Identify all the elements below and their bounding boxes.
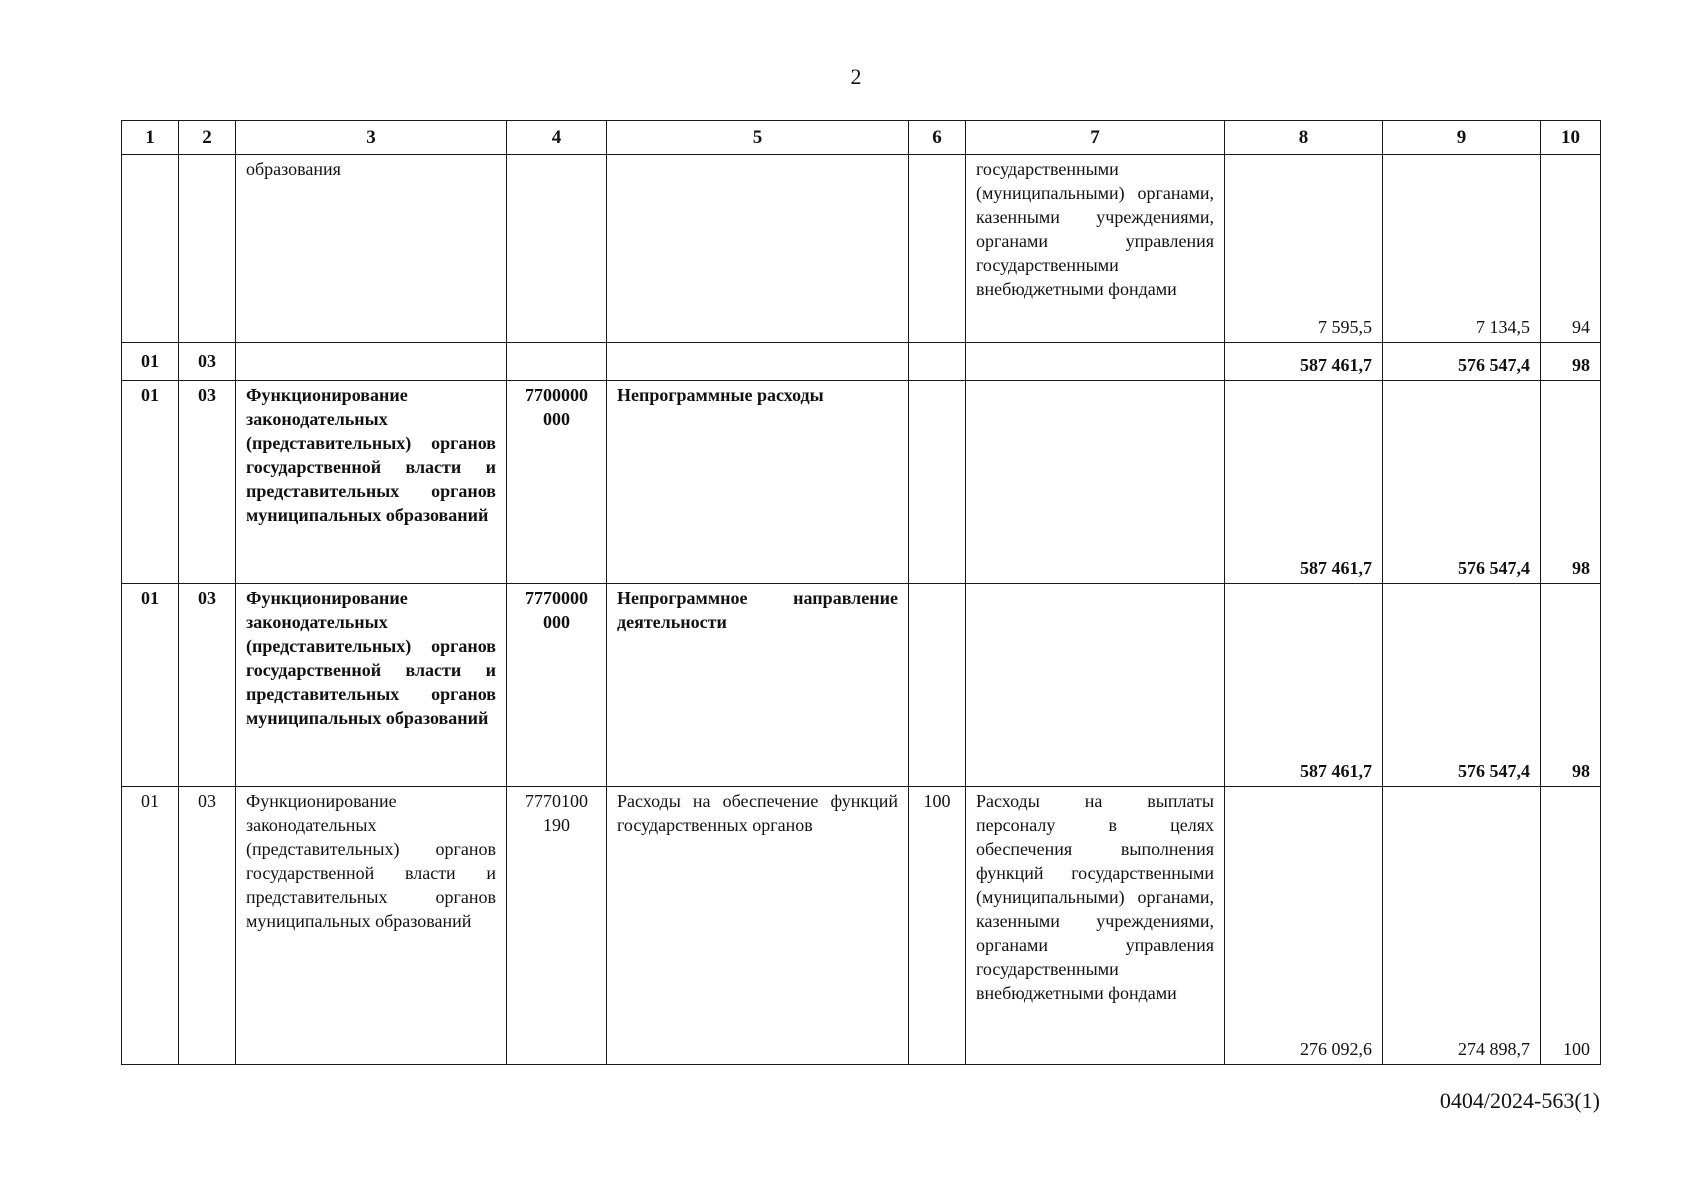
executed-amount: 576 547,4 <box>1383 381 1541 584</box>
document-code: 0404/2024-563(1) <box>1439 1088 1600 1113</box>
budget-table <box>121 120 1601 1065</box>
expense-type-code <box>909 155 966 343</box>
expense-type-code <box>909 584 966 787</box>
subsection-code: 03 <box>179 343 236 381</box>
target-article-name <box>607 155 909 343</box>
section-name: Функционирование законодательных (представительных) органов государственной власти и представительных органов муниципальных образований <box>236 381 507 584</box>
expense-type-name <box>966 584 1225 787</box>
target-article-code: 7770000 000 <box>507 584 607 787</box>
subsection-code: 03 <box>179 787 236 1065</box>
column-header-6: 6 <box>909 121 966 155</box>
execution-percent: 98 <box>1541 381 1601 584</box>
expense-type-name: Расходы на выплаты персоналу в целях обеспечения выполнения функций государственными (муниципальными) органами, казенными учреждениями, органами управления государственными внебюджетными фондами <box>966 787 1225 1065</box>
header-row <box>122 121 1601 155</box>
target-article-code: 7770100 190 <box>507 787 607 1065</box>
execution-percent: 94 <box>1541 155 1601 343</box>
planned-amount: 276 092,6 <box>1225 787 1383 1065</box>
execution-percent: 98 <box>1541 343 1601 381</box>
section-code: 01 <box>122 787 179 1065</box>
executed-amount: 274 898,7 <box>1383 787 1541 1065</box>
column-header-5: 5 <box>607 121 909 155</box>
table-row <box>122 584 1601 787</box>
subsection-code: 03 <box>179 584 236 787</box>
column-header-1: 1 <box>122 121 179 155</box>
column-header-8: 8 <box>1225 121 1383 155</box>
target-article-code <box>507 155 607 343</box>
expense-type-code <box>909 381 966 584</box>
expense-type-code: 100 <box>909 787 966 1065</box>
table-row <box>122 343 1601 381</box>
section-code: 01 <box>122 343 179 381</box>
expense-type-code <box>909 343 966 381</box>
planned-amount: 587 461,7 <box>1225 343 1383 381</box>
column-header-7: 7 <box>966 121 1225 155</box>
target-article-name <box>607 343 909 381</box>
executed-amount: 576 547,4 <box>1383 343 1541 381</box>
planned-amount: 587 461,7 <box>1225 584 1383 787</box>
column-header-3: 3 <box>236 121 507 155</box>
column-header-4: 4 <box>507 121 607 155</box>
table-row <box>122 381 1601 584</box>
target-article-name: Непрограммные расходы <box>607 381 909 584</box>
planned-amount: 587 461,7 <box>1225 381 1383 584</box>
column-header-9: 9 <box>1383 121 1541 155</box>
expense-type-name: государственными (муниципальными) органами, казенными учреждениями, органами управления государственными внебюджетными фондами <box>966 155 1225 343</box>
section-name: образования <box>236 155 507 343</box>
section-name: Функционирование законодательных (представительных) органов государственной власти и представительных органов муниципальных образований <box>236 584 507 787</box>
target-article-code <box>507 343 607 381</box>
planned-amount: 7 595,5 <box>1225 155 1383 343</box>
section-name <box>236 343 507 381</box>
column-header-2: 2 <box>179 121 236 155</box>
expense-type-name <box>966 381 1225 584</box>
section-code: 01 <box>122 381 179 584</box>
target-article-name: Непрограммное направление деятельности <box>607 584 909 787</box>
section-code: 01 <box>122 584 179 787</box>
table-row <box>122 155 1601 343</box>
executed-amount: 576 547,4 <box>1383 584 1541 787</box>
target-article-code: 7700000 000 <box>507 381 607 584</box>
subsection-code: 03 <box>179 381 236 584</box>
subsection-code <box>179 155 236 343</box>
executed-amount: 7 134,5 <box>1383 155 1541 343</box>
column-header-10: 10 <box>1541 121 1601 155</box>
execution-percent: 100 <box>1541 787 1601 1065</box>
section-name: Функционирование законодательных (представительных) органов государственной власти и представительных органов муниципальных образований <box>236 787 507 1065</box>
section-code <box>122 155 179 343</box>
expense-type-name <box>966 343 1225 381</box>
execution-percent: 98 <box>1541 584 1601 787</box>
table-row <box>122 787 1601 1065</box>
target-article-name: Расходы на обеспечение функций государственных органов <box>607 787 909 1065</box>
page-number: 2 <box>850 64 862 89</box>
